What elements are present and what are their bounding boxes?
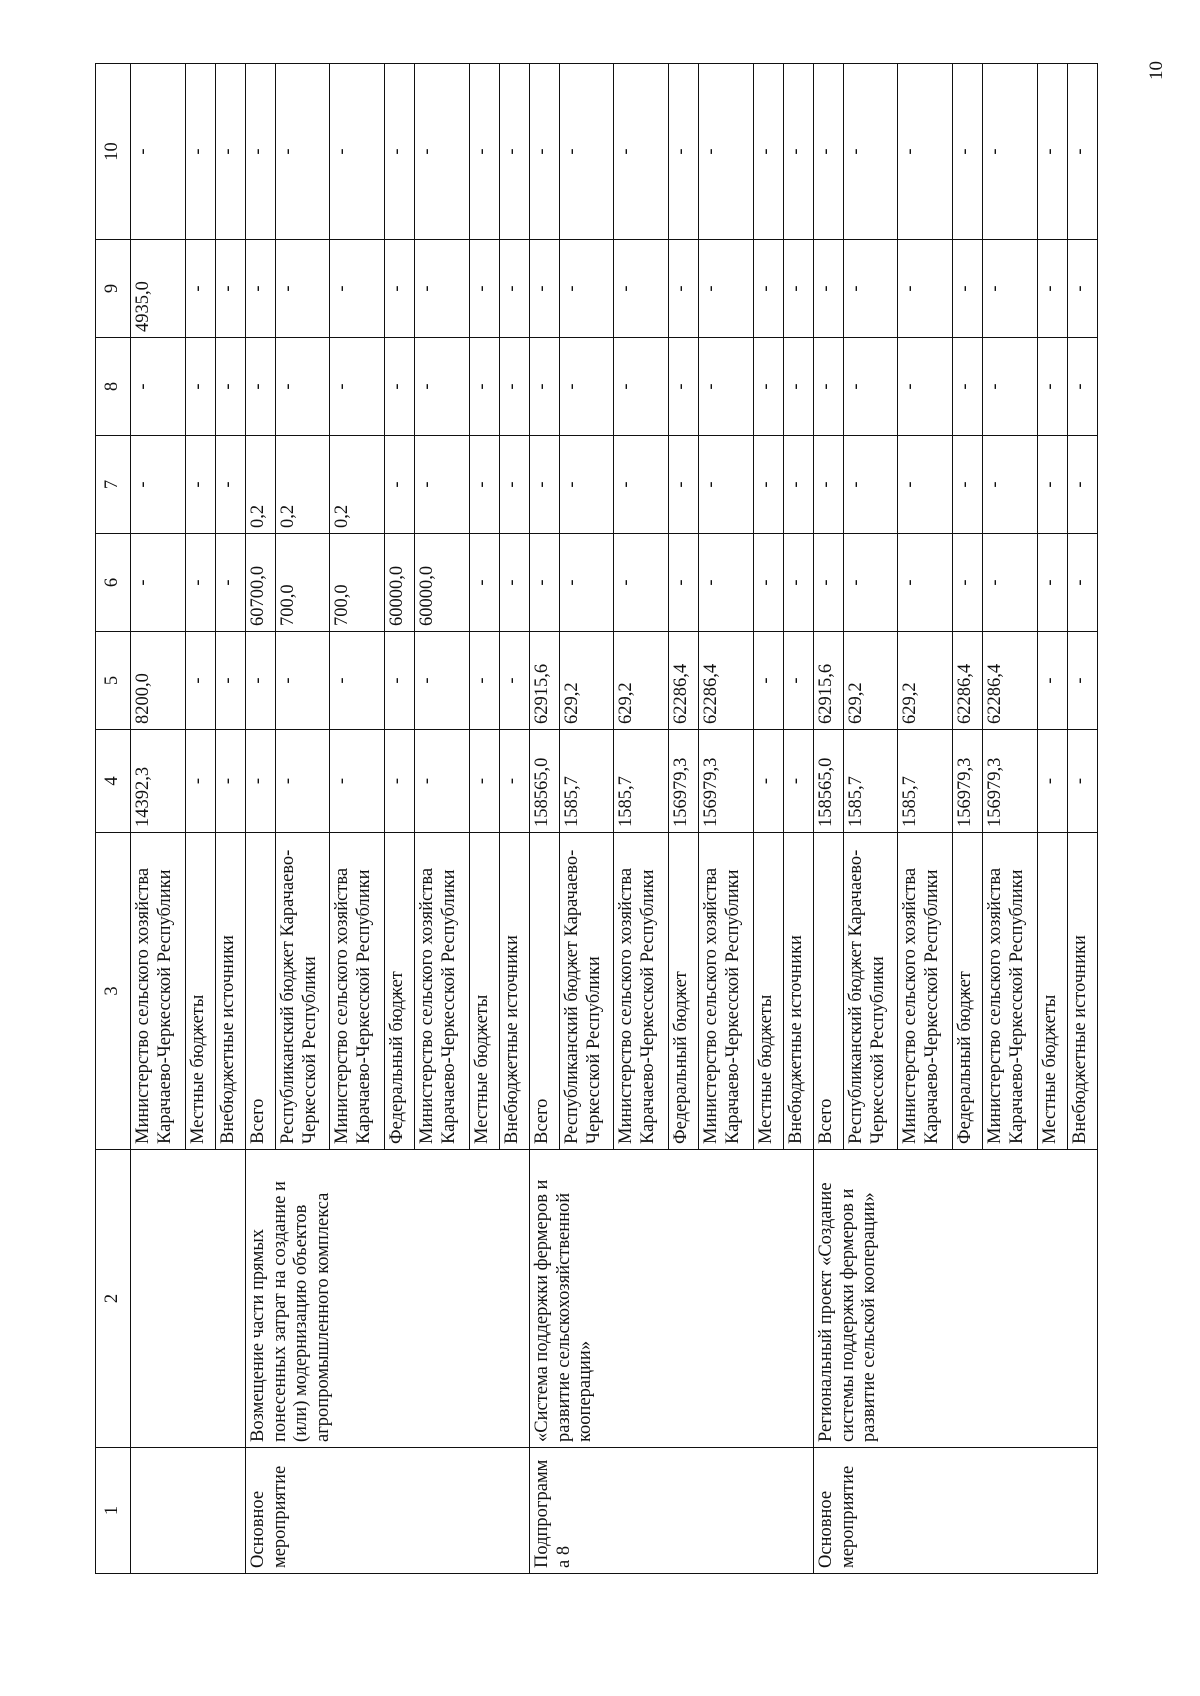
cell-value: - [614, 436, 669, 534]
cell-value: - [753, 632, 783, 730]
cell-value: - [185, 534, 215, 632]
cell-value: - [753, 240, 783, 338]
cell-value: - [245, 338, 275, 436]
cell-value: 158565,0 [813, 730, 843, 833]
cell-value: 700,0 [330, 534, 385, 632]
cell-value: - [469, 240, 499, 338]
cell-value: - [275, 730, 330, 833]
cell-source: Федеральный бюджет [952, 833, 982, 1150]
table-row [529, 64, 559, 1574]
cell-value: - [469, 632, 499, 730]
cell-value: - [699, 534, 754, 632]
cell-source: Министерство сельского хозяйства Карачаево-Черкесской Республики [614, 833, 669, 1150]
cell-value: - [384, 632, 414, 730]
cell-value: 156979,3 [699, 730, 754, 833]
cell-value: - [843, 240, 898, 338]
header-cell: 8 [96, 338, 131, 436]
cell-value: - [753, 436, 783, 534]
cell-value: - [330, 632, 385, 730]
cell-value: - [952, 240, 982, 338]
cell-value: - [131, 436, 186, 534]
cell-value: 0,2 [330, 436, 385, 534]
cell-value: - [469, 730, 499, 833]
header-cell: 9 [96, 240, 131, 338]
cell-value: - [559, 436, 614, 534]
cell-value: - [668, 240, 698, 338]
cell-value: 1585,7 [898, 730, 953, 833]
cell-value: 0,2 [275, 436, 330, 534]
cell-value: - [131, 338, 186, 436]
cell-value: - [330, 240, 385, 338]
cell-value: 629,2 [898, 632, 953, 730]
cell-value: 14392,3 [131, 730, 186, 833]
table-row [245, 64, 275, 1574]
cell-value: - [1037, 240, 1067, 338]
cell-value: - [245, 730, 275, 833]
cell-value: - [185, 240, 215, 338]
cell-value: - [614, 338, 669, 436]
cell-value: - [215, 534, 245, 632]
cell-name: Региональный проект «Создание системы поддержки фермеров и развитие сельской кооперации» [813, 1150, 1097, 1448]
cell-value: 4935,0 [131, 240, 186, 338]
cell-value: - [1067, 534, 1097, 632]
cell-value: - [699, 436, 754, 534]
cell-value: - [898, 534, 953, 632]
cell-source: Министерство сельского хозяйства Карачаево-Черкесской Республики [699, 833, 754, 1150]
cell-value: - [131, 534, 186, 632]
cell-value: - [559, 338, 614, 436]
cell-source: Местные бюджеты [469, 833, 499, 1150]
cell-value: - [330, 730, 385, 833]
cell-value: - [499, 338, 529, 436]
cell-value: - [384, 730, 414, 833]
header-cell: 2 [96, 1150, 131, 1448]
cell-value: - [415, 240, 470, 338]
header-cell: 1 [96, 1448, 131, 1574]
cell-value: 700,0 [275, 534, 330, 632]
cell-value: 60000,0 [384, 534, 414, 632]
cell-value: 156979,3 [952, 730, 982, 833]
cell-value: - [614, 240, 669, 338]
cell-type: Подпрограмма 8 [529, 1448, 813, 1574]
header-cell: 6 [96, 534, 131, 632]
table-body [131, 64, 1098, 1574]
cell-value: - [529, 436, 559, 534]
cell-value: 8200,0 [131, 632, 186, 730]
cell-value: - [1067, 436, 1097, 534]
cell-value: 62286,4 [668, 632, 698, 730]
table-row [131, 64, 186, 1574]
cell-value: - [469, 436, 499, 534]
cell-value: - [1067, 730, 1097, 833]
cell-value: - [1037, 338, 1067, 436]
cell-value: - [469, 64, 499, 240]
header-cell: 3 [96, 833, 131, 1150]
cell-value: - [668, 436, 698, 534]
cell-value: - [215, 338, 245, 436]
cell-value: - [668, 338, 698, 436]
cell-value: - [898, 64, 953, 240]
cell-value: - [529, 64, 559, 240]
cell-source: Местные бюджеты [1037, 833, 1067, 1150]
cell-value: - [1067, 338, 1097, 436]
cell-value: - [559, 64, 614, 240]
cell-value: - [1037, 436, 1067, 534]
cell-value: - [245, 64, 275, 240]
cell-value: - [699, 64, 754, 240]
cell-value: - [843, 534, 898, 632]
cell-value: - [952, 436, 982, 534]
cell-source: Министерство сельского хозяйства Карачаево-Черкесской Республики [898, 833, 953, 1150]
cell-value: - [384, 240, 414, 338]
cell-value: - [983, 338, 1038, 436]
cell-value: 156979,3 [983, 730, 1038, 833]
cell-value: - [983, 240, 1038, 338]
cell-source: Внебюджетные источники [215, 833, 245, 1150]
cell-value: - [215, 632, 245, 730]
cell-source: Министерство сельского хозяйства Карачаево-Черкесской Республики [330, 833, 385, 1150]
cell-value: - [415, 338, 470, 436]
cell-source: Местные бюджеты [753, 833, 783, 1150]
header-cell: 7 [96, 436, 131, 534]
cell-value: - [185, 730, 215, 833]
cell-value: - [330, 338, 385, 436]
cell-value: - [215, 730, 245, 833]
cell-name [131, 1150, 246, 1448]
cell-value: - [753, 730, 783, 833]
cell-value: - [783, 632, 813, 730]
header-row [96, 64, 131, 1574]
cell-value: - [185, 338, 215, 436]
cell-value: - [131, 64, 186, 240]
cell-value: - [1037, 534, 1067, 632]
cell-value: - [275, 338, 330, 436]
cell-value: - [952, 338, 982, 436]
cell-value: - [783, 64, 813, 240]
cell-value: - [559, 240, 614, 338]
cell-value: - [384, 338, 414, 436]
cell-value: - [245, 632, 275, 730]
cell-source: Республиканский бюджет Карачаево-Черкесской Республики [843, 833, 898, 1150]
cell-value: - [783, 240, 813, 338]
cell-value: - [983, 534, 1038, 632]
cell-value: - [813, 436, 843, 534]
cell-value: - [813, 338, 843, 436]
cell-value: - [529, 338, 559, 436]
cell-source: Всего [813, 833, 843, 1150]
cell-value: - [415, 64, 470, 240]
budget-table [95, 63, 1098, 1574]
cell-value: - [952, 534, 982, 632]
cell-value: - [753, 64, 783, 240]
cell-type [131, 1448, 246, 1574]
cell-value: - [668, 64, 698, 240]
cell-value: - [215, 240, 245, 338]
cell-value: - [245, 240, 275, 338]
cell-value: - [415, 730, 470, 833]
cell-value: - [898, 338, 953, 436]
cell-value: - [668, 534, 698, 632]
cell-source: Республиканский бюджет Карачаево-Черкесской Республики [275, 833, 330, 1150]
cell-value: - [783, 436, 813, 534]
cell-source: Республиканский бюджет Карачаево-Черкесской Республики [559, 833, 614, 1150]
cell-value: - [1067, 64, 1097, 240]
cell-value: - [415, 632, 470, 730]
cell-value: - [843, 64, 898, 240]
cell-value: - [813, 64, 843, 240]
header-cell: 4 [96, 730, 131, 833]
cell-source: Всего [529, 833, 559, 1150]
cell-value: - [983, 64, 1038, 240]
cell-value: - [529, 534, 559, 632]
page-number: 10 [1146, 61, 1167, 80]
cell-source: Внебюджетные источники [499, 833, 529, 1150]
cell-value: 62915,6 [529, 632, 559, 730]
cell-source: Внебюджетные источники [783, 833, 813, 1150]
cell-value: - [1037, 632, 1067, 730]
cell-value: 60000,0 [415, 534, 470, 632]
cell-value: - [843, 436, 898, 534]
rotated-table-container [95, 64, 1098, 1574]
cell-source: Федеральный бюджет [668, 833, 698, 1150]
cell-value: - [185, 436, 215, 534]
cell-value: 62915,6 [813, 632, 843, 730]
cell-value: 0,2 [245, 436, 275, 534]
cell-value: 629,2 [559, 632, 614, 730]
cell-value: - [753, 534, 783, 632]
cell-value: - [185, 632, 215, 730]
cell-value: - [499, 64, 529, 240]
cell-value: - [1037, 64, 1067, 240]
cell-type: Основное мероприятие [813, 1448, 1097, 1574]
cell-value: - [469, 338, 499, 436]
cell-value: - [753, 338, 783, 436]
cell-value: - [469, 534, 499, 632]
cell-value: - [898, 240, 953, 338]
cell-source: Министерство сельского хозяйства Карачаево-Черкесской Республики [983, 833, 1038, 1150]
cell-value: - [275, 64, 330, 240]
cell-value: - [614, 534, 669, 632]
cell-value: 62286,4 [983, 632, 1038, 730]
cell-value: - [275, 632, 330, 730]
cell-value: - [983, 436, 1038, 534]
cell-name: «Система поддержки фермеров и развитие сельскохозяйственной кооперации» [529, 1150, 813, 1448]
cell-value: 1585,7 [559, 730, 614, 833]
cell-source: Внебюджетные источники [1067, 833, 1097, 1150]
cell-source: Министерство сельского хозяйства Карачаево-Черкесской Республики [415, 833, 470, 1150]
cell-value: - [529, 240, 559, 338]
cell-value: - [499, 632, 529, 730]
cell-value: - [952, 64, 982, 240]
cell-value: 60700,0 [245, 534, 275, 632]
cell-source: Федеральный бюджет [384, 833, 414, 1150]
cell-value: - [1067, 240, 1097, 338]
cell-value: - [1067, 632, 1097, 730]
cell-value: 62286,4 [952, 632, 982, 730]
cell-value: - [813, 240, 843, 338]
cell-value: 156979,3 [668, 730, 698, 833]
cell-source: Всего [245, 833, 275, 1150]
cell-value: 158565,0 [529, 730, 559, 833]
cell-value: - [499, 730, 529, 833]
cell-value: - [275, 240, 330, 338]
cell-value: - [185, 64, 215, 240]
table-row [813, 64, 843, 1574]
cell-value: - [783, 534, 813, 632]
cell-name: Возмещение части прямых понесенных затрат на создание и (или) модернизацию объектов агропромышленного комплекса [245, 1150, 529, 1448]
cell-value: - [499, 436, 529, 534]
cell-source: Министерство сельского хозяйства Карачаево-Черкесской Республики [131, 833, 186, 1150]
cell-value: - [783, 730, 813, 833]
cell-value: 629,2 [614, 632, 669, 730]
cell-value: - [330, 64, 385, 240]
cell-value: - [1037, 730, 1067, 833]
header-cell: 5 [96, 632, 131, 730]
cell-type: Основное мероприятие [245, 1448, 529, 1574]
cell-value: 1585,7 [843, 730, 898, 833]
cell-value: - [699, 240, 754, 338]
header-cell: 10 [96, 64, 131, 240]
cell-value: - [499, 534, 529, 632]
cell-value: - [215, 436, 245, 534]
cell-value: 1585,7 [614, 730, 669, 833]
cell-source: Местные бюджеты [185, 833, 215, 1150]
cell-value: - [699, 338, 754, 436]
cell-value: 629,2 [843, 632, 898, 730]
cell-value: - [384, 436, 414, 534]
cell-value: - [384, 64, 414, 240]
cell-value: - [813, 534, 843, 632]
cell-value: - [843, 338, 898, 436]
cell-value: 62286,4 [699, 632, 754, 730]
cell-value: - [559, 534, 614, 632]
cell-value: - [898, 436, 953, 534]
cell-value: - [215, 64, 245, 240]
cell-value: - [499, 240, 529, 338]
cell-value: - [415, 436, 470, 534]
cell-value: - [614, 64, 669, 240]
cell-value: - [783, 338, 813, 436]
